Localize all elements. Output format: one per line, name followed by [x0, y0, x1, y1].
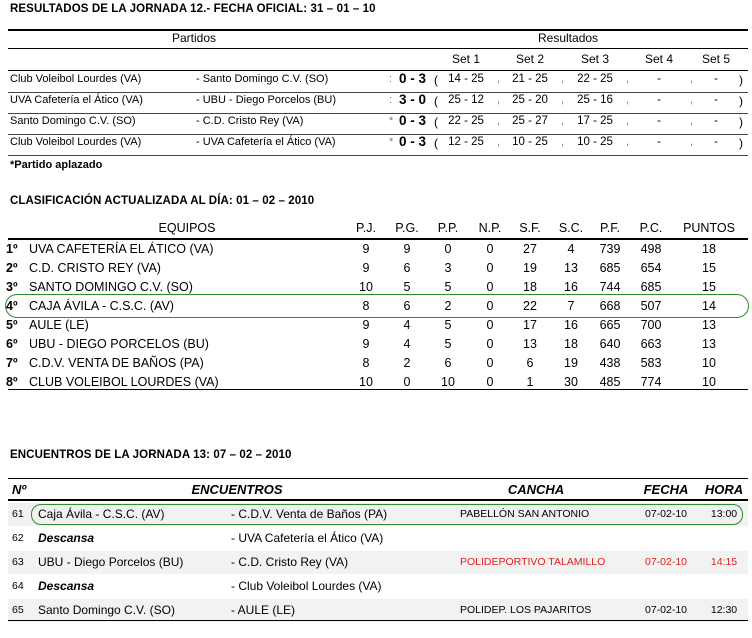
set-separator: , — [561, 94, 565, 106]
standings-header-col: N.P. — [478, 221, 502, 235]
set-separator: , — [626, 94, 630, 106]
standings-pc: 654 — [640, 261, 662, 275]
fixture-date: 07-02-10 — [644, 556, 688, 568]
fixture-home-team: Descansa — [38, 579, 95, 593]
paren-close: ) — [739, 115, 743, 129]
standings-np: 0 — [486, 261, 494, 275]
result-score: 0 - 3 — [399, 134, 427, 149]
set-score: - — [657, 73, 661, 85]
standings-pts: 13 — [702, 318, 716, 332]
highlight-oval-fixtures — [31, 504, 743, 525]
fixture-away-team: - Club Voleibol Lourdes (VA) — [231, 579, 382, 593]
fixture-time: 13:00 — [710, 508, 738, 520]
set-header: Set 2 — [515, 52, 545, 66]
result-home-team: Santo Domingo C.V. (SO) — [10, 115, 136, 127]
set-separator: , — [561, 73, 565, 85]
standings-sc: 19 — [564, 356, 578, 370]
fixture-home-team: Descansa — [38, 531, 95, 545]
standings-team: CAJA ÁVILA - C.S.C. (AV) — [29, 299, 174, 313]
fixture-away-team: - C.D. Cristo Rey (VA) — [231, 555, 349, 569]
standings-team: AULE (LE) — [29, 318, 89, 332]
set-score: 22 - 25 — [577, 73, 613, 85]
set-score: 25 - 20 — [512, 94, 548, 106]
standings-sf: 27 — [523, 242, 537, 256]
standings-sc: 7 — [567, 299, 575, 313]
set-separator: , — [690, 73, 694, 85]
fixture-number: 61 — [12, 508, 24, 520]
set-score: - — [657, 136, 661, 148]
results-title: RESULTADOS DE LA JORNADA 12.- FECHA OFICIAL: 31 – 01 – 10 — [10, 3, 376, 15]
standings-pc: 583 — [640, 356, 662, 370]
fixture-number: 64 — [12, 580, 24, 592]
standings-position: 4º — [6, 299, 18, 313]
standings-pg: 4 — [403, 337, 411, 351]
standings-pf: 665 — [599, 318, 621, 332]
standings-header-col: S.F. — [519, 221, 541, 235]
standings-pj: 10 — [359, 280, 373, 294]
standings-pc: 685 — [640, 280, 662, 294]
standings-sf: 18 — [523, 280, 537, 294]
standings-pf: 744 — [599, 280, 621, 294]
standings-position: 5º — [6, 318, 18, 332]
paren-close: ) — [739, 136, 743, 150]
set-score: - — [657, 115, 661, 127]
paren-close: ) — [739, 73, 743, 87]
standings-position: 8º — [6, 375, 18, 389]
set-separator: , — [690, 115, 694, 127]
standings-pts: 10 — [702, 375, 716, 389]
standings-pg: 6 — [403, 261, 411, 275]
set-separator: , — [690, 136, 694, 148]
standings-header-teams: EQUIPOS — [158, 221, 216, 235]
set-score: 25 - 12 — [448, 94, 484, 106]
standings-sf: 6 — [526, 356, 534, 370]
standings-header-col: P.F. — [600, 221, 620, 235]
standings-pp: 10 — [441, 375, 455, 389]
standings-pg: 9 — [403, 242, 411, 256]
standings-sc: 30 — [564, 375, 578, 389]
standings-pj: 8 — [362, 356, 370, 370]
fixtures-title: ENCUENTROS DE LA JORNADA 13: 07 – 02 – 2010 — [10, 449, 292, 461]
fixture-venue: PABELLÓN SAN ANTONIO — [460, 508, 590, 520]
standings-pc: 498 — [640, 242, 662, 256]
postponed-footnote: *Partido aplazado — [10, 159, 103, 171]
standings-pf: 739 — [599, 242, 621, 256]
result-away-team: - UBU - Diego Porcelos (BU) — [196, 94, 336, 106]
standings-position: 1º — [6, 242, 18, 256]
fixture-home-team: Santo Domingo C.V. (SO) — [38, 603, 175, 617]
standings-pj: 9 — [362, 318, 370, 332]
paren-open: ( — [434, 136, 438, 150]
fixture-venue: POLIDEPORTIVO TALAMILLO — [460, 556, 606, 568]
result-score: 3 - 0 — [399, 92, 427, 107]
result-mark: : — [389, 73, 393, 85]
fixtures-header-col: ENCUENTROS — [191, 482, 283, 497]
set-separator: , — [561, 136, 565, 148]
standings-np: 0 — [486, 337, 494, 351]
fixture-date: 07-02-10 — [644, 508, 688, 520]
result-mark: * — [389, 115, 394, 127]
standings-pts: 10 — [702, 356, 716, 370]
standings-header-col: S.C. — [558, 221, 584, 235]
standings-position: 3º — [6, 280, 18, 294]
standings-np: 0 — [486, 242, 494, 256]
standings-pc: 507 — [640, 299, 662, 313]
set-separator: , — [561, 115, 565, 127]
set-separator: , — [626, 136, 630, 148]
result-home-team: Club Voleibol Lourdes (VA) — [10, 73, 142, 85]
set-score: 17 - 25 — [577, 115, 613, 127]
set-score: 12 - 25 — [448, 136, 484, 148]
standings-pj: 9 — [362, 242, 370, 256]
standings-team: UBU - DIEGO PORCELOS (BU) — [29, 337, 209, 351]
standings-pc: 700 — [640, 318, 662, 332]
result-away-team: - C.D. Cristo Rey (VA) — [196, 115, 304, 127]
fixture-away-team: - C.D.V. Venta de Baños (PA) — [231, 507, 388, 521]
standings-team: UVA CAFETERÍA EL ÁTICO (VA) — [29, 242, 214, 256]
standings-pj: 9 — [362, 337, 370, 351]
set-score: - — [714, 115, 718, 127]
standings-pf: 485 — [599, 375, 621, 389]
set-separator: , — [626, 73, 630, 85]
set-score: 21 - 25 — [512, 73, 548, 85]
standings-pg: 0 — [403, 375, 411, 389]
standings-pj: 9 — [362, 261, 370, 275]
standings-pts: 15 — [702, 261, 716, 275]
standings-pf: 438 — [599, 356, 621, 370]
standings-sf: 17 — [523, 318, 537, 332]
result-score: 0 - 3 — [399, 113, 427, 128]
set-score: 25 - 16 — [577, 94, 613, 106]
set-score: 25 - 27 — [512, 115, 548, 127]
fixture-venue: POLIDEP. LOS PAJARITOS — [460, 604, 592, 616]
standings-pp: 5 — [444, 337, 452, 351]
fixture-number: 63 — [12, 556, 24, 568]
standings-pc: 663 — [640, 337, 662, 351]
set-header: Set 4 — [644, 52, 674, 66]
set-separator: , — [497, 73, 501, 85]
standings-pts: 15 — [702, 280, 716, 294]
standings-header-col: P.C. — [639, 221, 663, 235]
standings-np: 0 — [486, 299, 494, 313]
standings-pf: 685 — [599, 261, 621, 275]
standings-position: 6º — [6, 337, 18, 351]
fixture-number: 62 — [12, 532, 24, 544]
standings-pf: 668 — [599, 299, 621, 313]
fixtures-header-col: HORA — [704, 482, 744, 497]
highlight-oval-standings — [5, 294, 749, 318]
set-separator: , — [690, 94, 694, 106]
fixture-time: 12:30 — [710, 604, 738, 616]
standings-sc: 4 — [567, 242, 575, 256]
paren-open: ( — [434, 73, 438, 87]
standings-pf: 640 — [599, 337, 621, 351]
result-home-team: UVA Cafetería el Ático (VA) — [10, 94, 143, 106]
standings-pts: 13 — [702, 337, 716, 351]
standings-pp: 2 — [444, 299, 452, 313]
fixtures-header-col: CANCHA — [507, 482, 565, 497]
standings-pp: 5 — [444, 318, 452, 332]
set-score: - — [657, 94, 661, 106]
standings-pp: 0 — [444, 242, 452, 256]
set-score: 10 - 25 — [577, 136, 613, 148]
result-mark: * — [389, 136, 394, 148]
fixtures-header-col: FECHA — [643, 482, 689, 497]
set-separator: , — [497, 94, 501, 106]
header-resultados: Resultados — [538, 31, 599, 45]
standings-np: 0 — [486, 356, 494, 370]
fixture-home-team: Caja Ávila - C.S.C. (AV) — [38, 507, 165, 521]
standings-team: CLUB VOLEIBOL LOURDES (VA) — [29, 375, 219, 389]
set-score: 10 - 25 — [512, 136, 548, 148]
fixture-date: 07-02-10 — [644, 604, 688, 616]
results-top-rule — [8, 29, 748, 31]
set-header: Set 1 — [451, 52, 481, 66]
standings-pg: 2 — [403, 356, 411, 370]
fixture-home-team: UBU - Diego Porcelos (BU) — [38, 555, 184, 569]
standings-sc: 18 — [564, 337, 578, 351]
standings-pg: 5 — [403, 280, 411, 294]
fixture-away-team: - UVA Cafetería el Ático (VA) — [231, 531, 384, 545]
standings-team: SANTO DOMINGO C.V. (SO) — [29, 280, 193, 294]
set-separator: , — [497, 136, 501, 148]
standings-pg: 6 — [403, 299, 411, 313]
standings-sf: 1 — [526, 375, 534, 389]
standings-team: C.D. CRISTO REY (VA) — [29, 261, 161, 275]
standings-pp: 5 — [444, 280, 452, 294]
set-score: - — [714, 136, 718, 148]
standings-np: 0 — [486, 280, 494, 294]
standings-pts: 14 — [702, 299, 716, 313]
standings-team: C.D.V. VENTA DE BAÑOS (PA) — [29, 356, 204, 370]
fixture-number: 65 — [12, 604, 24, 616]
result-home-team: Club Voleibol Lourdes (VA) — [10, 136, 142, 148]
standings-pp: 3 — [444, 261, 452, 275]
standings-pc: 774 — [640, 375, 662, 389]
standings-pp: 6 — [444, 356, 452, 370]
result-away-team: - Santo Domingo C.V. (SO) — [196, 73, 329, 85]
fixtures-header-col: Nº — [12, 482, 27, 497]
standings-np: 0 — [486, 375, 494, 389]
standings-position: 2º — [6, 261, 18, 275]
result-mark: : — [389, 94, 393, 106]
set-score: - — [714, 94, 718, 106]
paren-open: ( — [434, 94, 438, 108]
standings-pg: 4 — [403, 318, 411, 332]
paren-close: ) — [739, 94, 743, 108]
standings-sc: 16 — [564, 280, 578, 294]
paren-open: ( — [434, 115, 438, 129]
set-score: - — [714, 73, 718, 85]
set-separator: , — [626, 115, 630, 127]
standings-header-col: PUNTOS — [683, 221, 735, 235]
standings-sf: 19 — [523, 261, 537, 275]
standings-sf: 22 — [523, 299, 537, 313]
standings-sf: 13 — [523, 337, 537, 351]
fixture-time: 14:15 — [710, 556, 738, 568]
set-separator: , — [497, 115, 501, 127]
standings-sc: 13 — [564, 261, 578, 275]
standings-np: 0 — [486, 318, 494, 332]
standings-position: 7º — [6, 356, 18, 370]
standings-header-col: P.G. — [395, 221, 419, 235]
standings-sc: 16 — [564, 318, 578, 332]
header-partidos: Partidos — [172, 31, 217, 45]
standings-pts: 18 — [702, 242, 716, 256]
result-score: 0 - 3 — [399, 71, 427, 86]
standings-pj: 10 — [359, 375, 373, 389]
set-header: Set 3 — [580, 52, 610, 66]
set-header: Set 5 — [701, 52, 731, 66]
set-score: 22 - 25 — [448, 115, 484, 127]
standings-header-col: P.P. — [437, 221, 459, 235]
set-score: 14 - 25 — [448, 73, 484, 85]
standings-title: CLASIFICACIÓN ACTUALIZADA AL DÍA: 01 – 02 – 2010 — [10, 195, 315, 207]
fixture-away-team: - AULE (LE) — [231, 603, 296, 617]
result-away-team: - UVA Cafetería el Ático (VA) — [196, 136, 336, 148]
standings-header-col: P.J. — [356, 221, 376, 235]
standings-pj: 8 — [362, 299, 370, 313]
